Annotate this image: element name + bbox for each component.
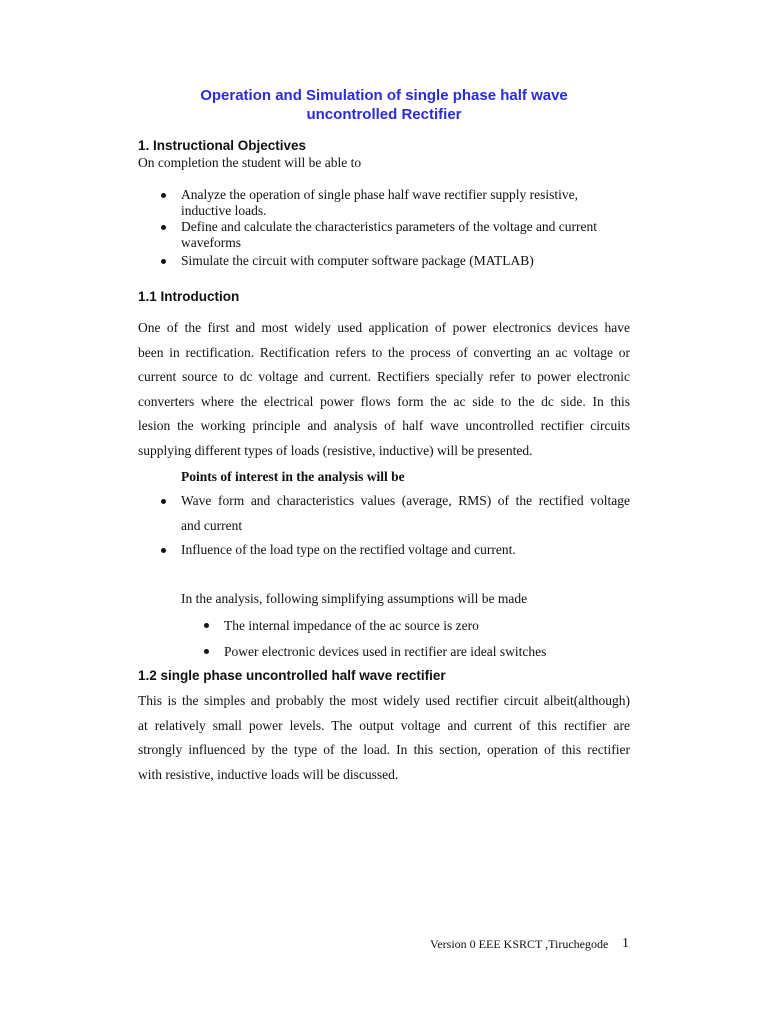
bullet-icon <box>161 259 166 264</box>
bullet-icon <box>204 623 209 628</box>
bullet-icon <box>161 193 166 198</box>
document-title-line-1: Operation and Simulation of single phase half wave <box>200 87 568 104</box>
section-heading-introduction: 1.1 Introduction <box>138 289 240 304</box>
assumptions-list <box>224 613 644 665</box>
introduction-paragraph: One of the first and most widely used application of power electronics devices have been in rectification. Rectification refers to the process of converting an ac voltage or current source to dc voltage and current. Rectifiers specially refer to power electronic converters where the electrical power flows form the ac side to the dc side. In this lesion the working principle and analysis of half wave uncontrolled rectifier circuits supplying different types of loads (resistive, inductive) will be presented. <box>138 320 630 458</box>
section-heading-objectives: 1. Instructional Objectives <box>138 138 307 153</box>
objectives-intro: On completion the student will be able to <box>138 155 362 170</box>
points-of-interest-list <box>181 489 630 563</box>
bullet-icon <box>204 649 209 654</box>
points-of-interest-heading: Points of interest in the analysis will be <box>181 469 405 484</box>
bullet-icon <box>161 499 166 504</box>
document-title-line-2: uncontrolled Rectifier <box>306 106 462 123</box>
list-item: Wave form and characteristics values (average, RMS) of the rectified voltage <box>181 489 630 514</box>
list-item: Analyze the operation of single phase half wave rectifier supply resistive, <box>181 187 631 203</box>
list-item: Define and calculate the characteristics parameters of the voltage and current <box>181 219 631 235</box>
list-item-continuation: waveforms <box>181 235 241 250</box>
half-wave-rectifier-paragraph: This is the simples and probably the most widely used rectifier circuit albeit(although) at relatively small power levels. The output voltage and current of this rectifier are strongly influenced by the type of the load. In this section, operation of this rectifier with resistive, inductive loads will be discussed. <box>138 693 630 782</box>
list-item: The internal impedance of the ac source is zero <box>224 613 644 639</box>
list-item: Power electronic devices used in rectifier are ideal switches <box>224 639 644 665</box>
list-item: Influence of the load type on the rectified voltage and current. <box>181 538 630 563</box>
objectives-list <box>181 187 631 269</box>
list-item: Simulate the circuit with computer software package (MATLAB) <box>181 253 631 269</box>
list-item-continuation: and current <box>181 517 243 533</box>
section-heading-half-wave-rectifier: 1.2 single phase uncontrolled half wave rectifier <box>138 668 446 683</box>
page-number: 1 <box>622 936 629 951</box>
footer-version-text: Version 0 EEE KSRCT ,Tiruchegode <box>430 937 609 951</box>
bullet-icon <box>161 548 166 553</box>
assumptions-intro: In the analysis, following simplifying assumptions will be made <box>181 591 528 606</box>
list-item-continuation: inductive loads. <box>181 203 267 218</box>
bullet-icon <box>161 225 166 230</box>
